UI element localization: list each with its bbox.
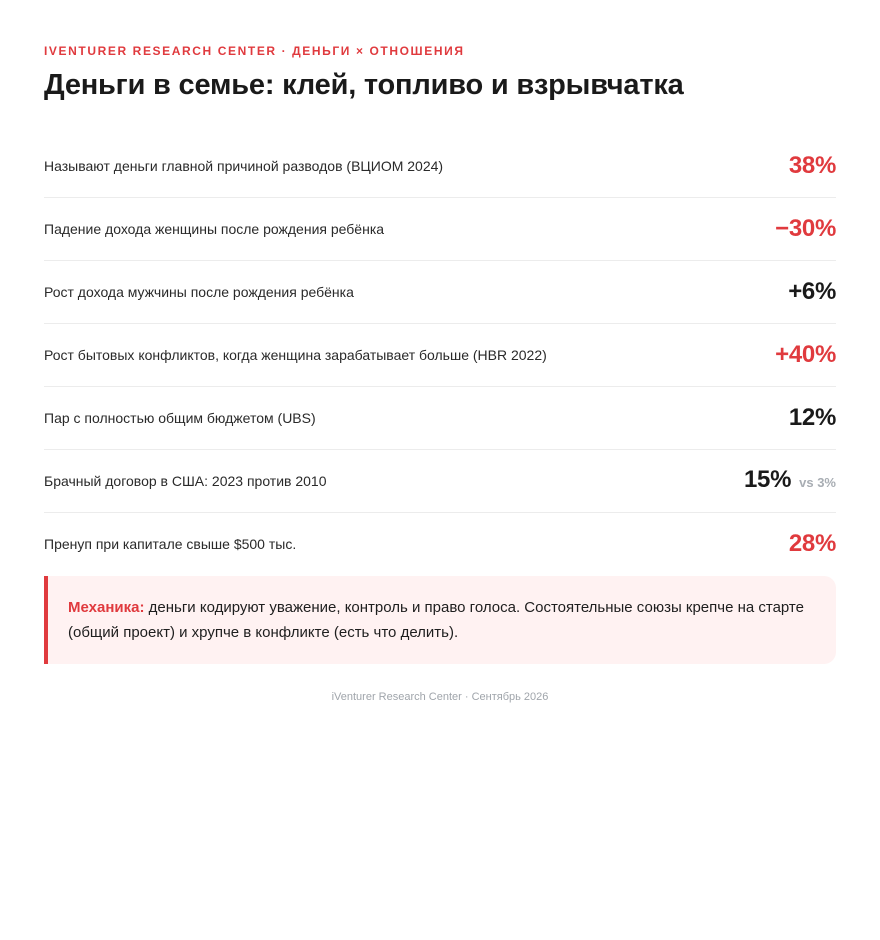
stat-value [788, 278, 836, 306]
stat-label: Рост бытовых конфликтов, когда женщина зарабатывает больше (HBR 2022) [44, 347, 547, 363]
mechanics-callout [44, 576, 836, 664]
stat-value [789, 152, 836, 180]
stat-value [775, 341, 836, 369]
stat-number: 15% [743, 465, 792, 493]
stat-number: 28% [788, 530, 836, 557]
stat-value [789, 530, 836, 558]
stat-label: Брачный договор в США: 2023 против 2010 [44, 473, 327, 489]
stat-row-divorce-reason [44, 135, 836, 198]
stat-number: −30% [775, 215, 836, 242]
stat-row-women-income-drop [44, 198, 836, 261]
stat-row-prenup-usa [44, 450, 836, 513]
stats-list [44, 135, 836, 575]
stat-value [775, 215, 836, 243]
stat-row-shared-budget [44, 387, 836, 450]
eyebrow-label: IVENTURER RESEARCH CENTER · ДЕНЬГИ × ОТНОШЕНИЯ [44, 44, 465, 58]
stat-number: 38% [788, 152, 836, 179]
stat-value [744, 466, 836, 497]
stat-label: Пар с полностью общим бюджетом (UBS) [44, 410, 316, 426]
stat-row-household-conflicts [44, 324, 836, 387]
stat-number: 12% [788, 404, 836, 431]
stat-row-prenup-capital [44, 513, 836, 575]
page-title: Деньги в семье: клей, топливо и взрывчатка [44, 69, 684, 101]
stat-compare: vs 3% [799, 474, 836, 490]
stat-row-men-income-rise [44, 261, 836, 324]
stat-label: Пренуп при капитале свыше $500 тыс. [44, 536, 297, 552]
footer-credit: iVenturer Research Center · Сентябрь 2026 [331, 691, 549, 703]
report-card [44, 0, 836, 704]
stat-label: Падение дохода женщины после рождения ребёнка [44, 221, 385, 237]
callout-key: Механика: [68, 599, 145, 616]
callout-text: деньги кодируют уважение, контроль и право голоса. Состоятельные союзы крепче на старте (общий проект) и хрупче в конфликте (есть что делить). [68, 599, 804, 641]
stat-value [789, 404, 836, 432]
stat-number: +6% [788, 278, 836, 305]
stat-number: +40% [775, 341, 836, 368]
stat-label: Рост дохода мужчины после рождения ребёнка [44, 284, 354, 300]
stat-label: Называют деньги главной причиной разводов (ВЦИОМ 2024) [44, 158, 444, 174]
